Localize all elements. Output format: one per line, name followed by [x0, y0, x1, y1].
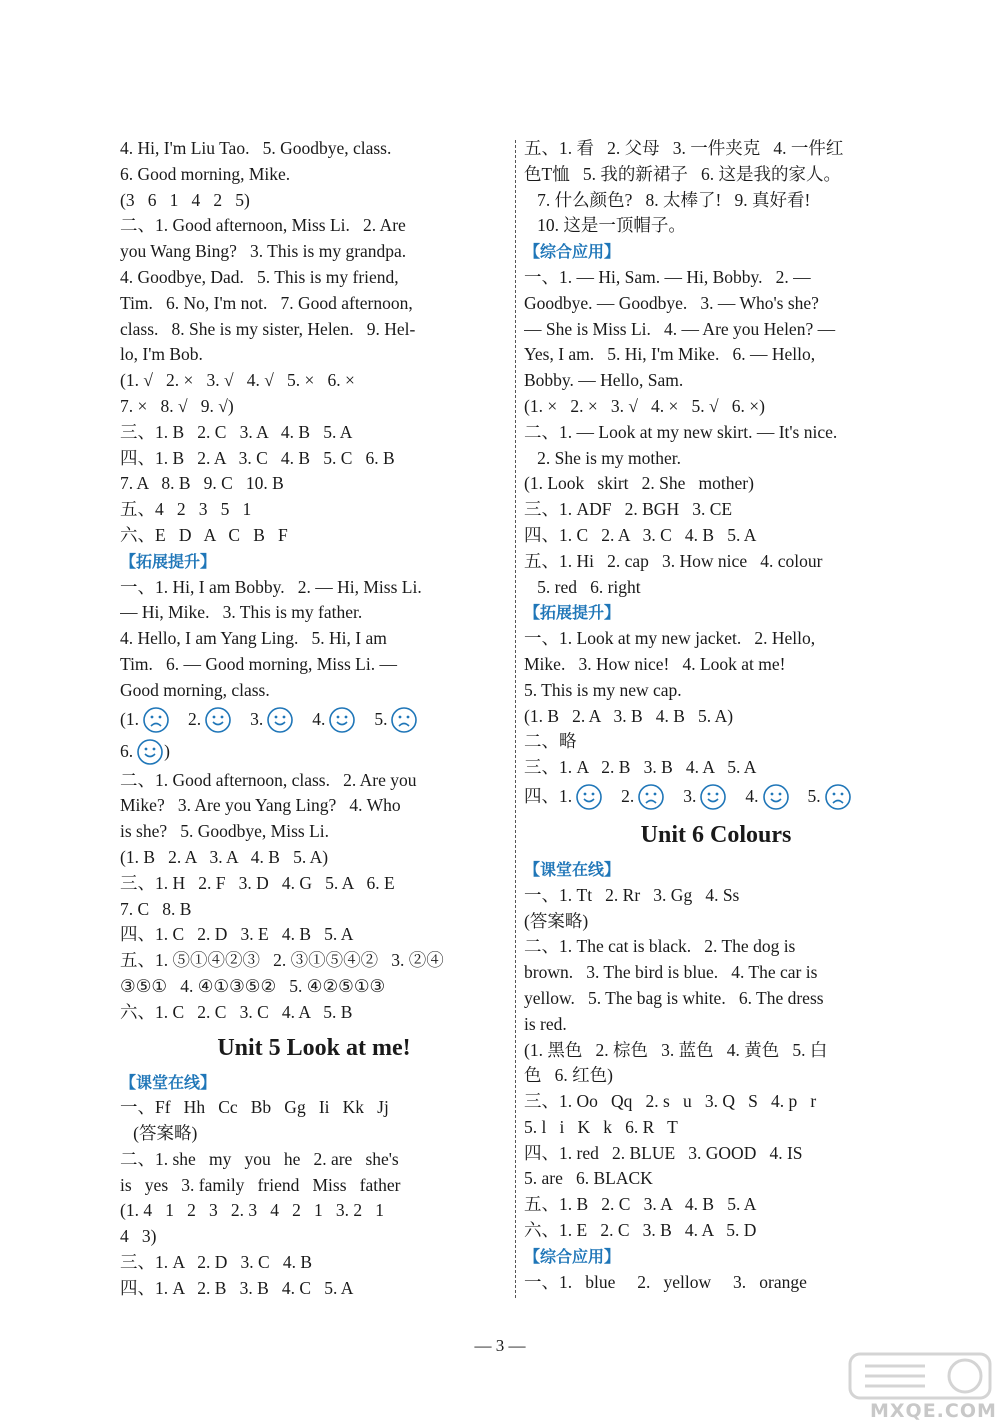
- answer-line: 四、1. B 2. A 3. C 4. B 5. C 6. B: [120, 447, 395, 468]
- smiley-face-icon: [699, 783, 727, 811]
- face-label: (1.: [120, 708, 139, 729]
- answer-line: is she? 5. Goodbye, Miss Li.: [120, 821, 330, 842]
- answer-line: brown. 3. The bird is blue. 4. The car is: [524, 962, 818, 983]
- answer-line: 二、1. Good afternoon, Miss Li. 2. Are: [120, 215, 406, 236]
- answer-line: 一、1. Look at my new jacket. 2. Hello,: [524, 628, 816, 649]
- answer-line: 二、1. Good afternoon, class. 2. Are you: [120, 769, 417, 790]
- face-label: 4.: [312, 708, 326, 729]
- left-column: [120, 136, 508, 1302]
- answer-line: 一、1. Tt 2. Rr 3. Gg 4. Ss: [524, 884, 740, 905]
- watermark-text: MXQE.COM: [870, 1400, 997, 1422]
- section-tag-integrated: 【综合应用】: [524, 1246, 621, 1266]
- answer-line: 二、略: [524, 731, 577, 752]
- answer-line: 五、1. Hi 2. cap 3. How nice 4. colour: [524, 550, 823, 571]
- section-tag-classroom: 【课堂在线】: [120, 1072, 217, 1092]
- answer-line: 10. 这是一顶帽子。: [524, 215, 686, 236]
- answer-line: (1. 黑色 2. 棕色 3. 蓝色 4. 黄色 5. 白: [524, 1039, 828, 1060]
- answer-line: 三、1. Oo Qq 2. s u 3. Q S 4. p r: [524, 1091, 817, 1112]
- answer-line: 三、1. A 2. D 3. C 4. B: [120, 1252, 313, 1273]
- answer-line: (答案略): [120, 1123, 198, 1144]
- answer-line: is red.: [524, 1013, 567, 1034]
- answer-line: 色T恤 5. 我的新裙子 6. 这是我的家人。: [524, 163, 841, 184]
- answer-line: Goodbye. — Goodbye. 3. — Who's she?: [524, 292, 819, 313]
- answer-line: is yes 3. family friend Miss father: [120, 1174, 401, 1195]
- answer-line: Tim. 6. — Good morning, Miss Li. —: [120, 653, 397, 674]
- answer-line: — She is Miss Li. 4. — Are you Helen? —: [524, 318, 836, 339]
- answer-line: 5. red 6. right: [524, 576, 641, 597]
- answer-line: Mike. 3. How nice! 4. Look at me!: [524, 653, 786, 674]
- answer-line: 一、1. — Hi, Sam. — Hi, Bobby. 2. —: [524, 266, 811, 287]
- face-label: 5.: [807, 786, 821, 807]
- answer-line: (1. 4 1 2 3 2. 3 4 2 1 3. 2 1: [120, 1200, 384, 1221]
- answer-line: 2. She is my mother.: [524, 447, 682, 468]
- answer-line: Yes, I am. 5. Hi, I'm Mike. 6. — Hello,: [524, 344, 816, 365]
- answer-line: yellow. 5. The bag is white. 6. The dress: [524, 987, 824, 1008]
- face-label: 3.: [683, 786, 697, 807]
- face-label: 5.: [374, 708, 388, 729]
- answer-line: 二、1. she my you he 2. are she's: [120, 1148, 399, 1169]
- face-label: 4.: [745, 786, 759, 807]
- answer-line: (答案略): [524, 910, 589, 931]
- answer-line: 4 3): [120, 1226, 157, 1247]
- answer-line: 六、1. C 2. C 3. C 4. A 5. B: [120, 1001, 353, 1022]
- smiley-face-icon: [575, 783, 603, 811]
- answer-line: 六、E D A C B F: [120, 524, 288, 545]
- smiley-face-icon: [328, 706, 356, 734]
- answer-line: 三、1. A 2. B 3. B 4. A 5. A: [524, 757, 757, 778]
- answer-line: 7. × 8. √ 9. √): [120, 395, 234, 416]
- section-tag-extension: 【拓展提升】: [524, 603, 621, 623]
- answer-line: 4. Hello, I am Yang Ling. 5. Hi, I am: [120, 628, 387, 649]
- answer-line: 四、1. C 2. D 3. E 4. B 5. A: [120, 924, 354, 945]
- section-tag-classroom: 【课堂在线】: [524, 859, 621, 879]
- answer-line: 五、1. ⑤①④②③ 2. ③①⑤④② 3. ②④: [120, 950, 444, 971]
- column-divider: [515, 140, 516, 1298]
- answer-line: Mike? 3. Are you Yang Ling? 4. Who: [120, 795, 401, 816]
- face-label: 2.: [187, 708, 202, 729]
- answer-line: (1. B 2. A 3. B 4. B 5. A): [524, 705, 734, 726]
- answer-line: 4. Goodbye, Dad. 5. This is my friend,: [120, 266, 399, 287]
- answer-line: 5. This is my new cap.: [524, 679, 682, 700]
- answer-line: 六、1. E 2. C 3. B 4. A 5. D: [524, 1220, 757, 1241]
- page-number: — 3 —: [474, 1336, 526, 1355]
- smiley-face-icon: [136, 738, 164, 766]
- answer-line: (1. B 2. A 3. A 4. B 5. A): [120, 846, 329, 867]
- answer-line: 四、1. red 2. BLUE 3. GOOD 4. IS: [524, 1142, 803, 1163]
- answer-line: 5. are 6. BLACK: [524, 1168, 653, 1189]
- answer-line: 三、1. H 2. F 3. D 4. G 5. A 6. E: [120, 872, 395, 893]
- answer-line: 二、1. — Look at my new skirt. — It's nice.: [524, 421, 838, 442]
- sad-face-icon: [390, 706, 418, 734]
- section-tag-integrated: 【综合应用】: [524, 242, 621, 262]
- face-answers-row: [524, 781, 908, 813]
- sad-face-icon: [824, 783, 852, 811]
- answer-line: (3 6 1 4 2 5): [120, 189, 250, 210]
- answer-line: 三、1. ADF 2. BGH 3. CE: [524, 499, 733, 520]
- answer-line: 一、Ff Hh Cc Bb Gg Ii Kk Jj: [120, 1097, 389, 1118]
- answer-line: you Wang Bing? 3. This is my grandpa.: [120, 241, 407, 262]
- answer-line: 一、1. Hi, I am Bobby. 2. — Hi, Miss Li.: [120, 576, 422, 597]
- smiley-face-icon: [266, 706, 294, 734]
- answer-line: — Hi, Mike. 3. This is my father.: [120, 602, 363, 623]
- face-answers-row: [120, 704, 508, 736]
- unit-title: Unit 5 Look at me!: [217, 1034, 411, 1061]
- answer-line: 五、1. B 2. C 3. A 4. B 5. A: [524, 1194, 757, 1215]
- face-label: 2.: [621, 786, 635, 807]
- smiley-face-icon: [762, 783, 790, 811]
- answer-line: 5. l i K k 6. R T: [524, 1116, 678, 1137]
- face-label: 四、1.: [524, 786, 573, 807]
- answer-line: 一、1. blue 2. yellow 3. orange: [524, 1271, 807, 1292]
- section-tag-extension: 【拓展提升】: [120, 551, 217, 571]
- face-label: 6.: [120, 740, 134, 761]
- answer-line: 五、1. 看 2. 父母 3. 一件夹克 4. 一件红: [524, 138, 844, 158]
- sad-face-icon: [142, 706, 170, 734]
- answer-line: 6. Good morning, Mike.: [120, 163, 291, 184]
- answer-line: (1. × 2. × 3. √ 4. × 5. √ 6. ×): [524, 395, 765, 416]
- answer-line: 四、1. C 2. A 3. C 4. B 5. A: [524, 524, 757, 545]
- unit-title: Unit 6 Colours: [640, 821, 792, 848]
- answer-line: 四、1. A 2. B 3. B 4. C 5. A: [120, 1277, 354, 1298]
- answer-line: (1. Look skirt 2. She mother): [524, 473, 754, 494]
- answer-line: 色 6. 红色): [524, 1065, 613, 1086]
- answer-line: 7. A 8. B 9. C 10. B: [120, 473, 284, 494]
- answer-line: 五、4 2 3 5 1: [120, 499, 252, 520]
- answer-line: 4. Hi, I'm Liu Tao. 5. Goodbye, class.: [120, 138, 392, 158]
- answer-line: Good morning, class.: [120, 679, 270, 700]
- answer-line: 三、1. B 2. C 3. A 4. B 5. A: [120, 421, 353, 442]
- answer-line: class. 8. She is my sister, Helen. 9. Hel-: [120, 318, 416, 339]
- answer-line: ③⑤① 4. ④①③⑤② 5. ④②⑤①③: [120, 975, 386, 996]
- answer-line: 二、1. The cat is black. 2. The dog is: [524, 936, 796, 957]
- answer-line: (1. √ 2. × 3. √ 4. √ 5. × 6. ×: [120, 370, 355, 391]
- answer-line: Bobby. — Hello, Sam.: [524, 370, 684, 391]
- face-answers-row: [120, 736, 508, 768]
- right-column: [524, 136, 908, 1295]
- sad-face-icon: [637, 783, 665, 811]
- answer-line: 7. C 8. B: [120, 898, 192, 919]
- answer-line: lo, I'm Bob.: [120, 344, 203, 365]
- answer-line: 7. 什么颜色? 8. 太棒了! 9. 真好看!: [524, 189, 811, 210]
- face-label: 3.: [250, 708, 264, 729]
- face-label: ): [164, 740, 170, 761]
- answer-line: Tim. 6. No, I'm not. 7. Good afternoon,: [120, 292, 413, 313]
- smiley-face-icon: [204, 706, 232, 734]
